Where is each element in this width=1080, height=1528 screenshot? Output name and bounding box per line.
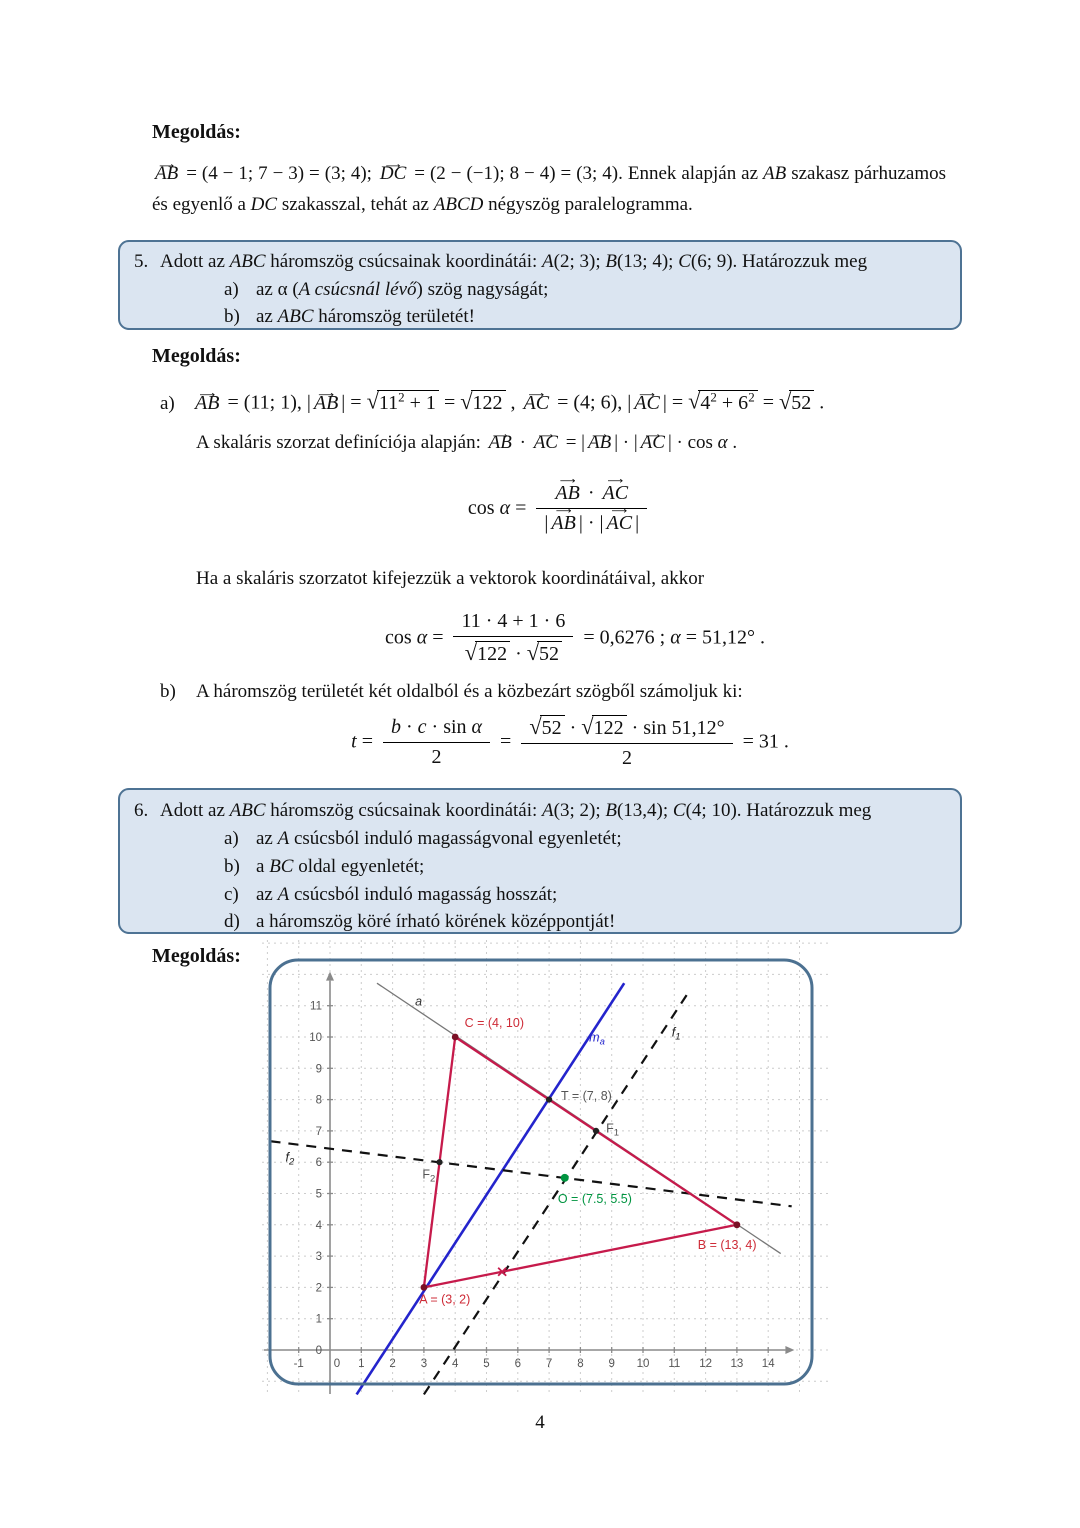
coordinate-figure-svg [262, 940, 828, 1396]
page-number: 4 [535, 1412, 545, 1433]
solution4-heading: Megoldás: [152, 121, 241, 143]
solution5-a-formula: ⟶ AB = (11; 1), | ⟶ AB | = $√11^2 + 1 = √122$ , ⟶ AC = (4; 6), | ⟶ AC | = $√4^2 + 6^2 = √52$ . [192, 372, 824, 418]
problem5-item-a-label: a) [224, 279, 239, 300]
label-f2: $f_2$ [285, 1150, 295, 1168]
label-o7555: O = (7.5, 5.5) [557, 1191, 632, 1206]
solution5-cos-definition-formula: cos α = ⟶ $\frac{AB \cdot ⟶ AC}{| ⟶ AB | \cdot | ⟶ AC |}$ [150, 470, 970, 537]
problem5-item-b-text: az ABC háromszög területét! [256, 306, 475, 327]
solution5-a-label: a) [160, 393, 175, 414]
problem6-item-a-text: az A csúcsból induló magasságvonal egyenletét; [256, 828, 622, 849]
svg-text:8: 8 [315, 1094, 322, 1107]
svg-text:2: 2 [315, 1282, 322, 1295]
svg-text:8: 8 [577, 1358, 584, 1370]
problem6-intro: Adott az ABC háromszög csúcsainak koordinátái: A(3; 2); B(13,4); C(4; 10). Határozzuk meg [160, 800, 872, 821]
svg-text:5: 5 [483, 1358, 490, 1370]
svg-text:1: 1 [358, 1358, 365, 1370]
svg-text:13: 13 [730, 1358, 744, 1370]
svg-text:5: 5 [315, 1188, 322, 1201]
figure-rounded-border [270, 960, 812, 1384]
point-F2 [436, 1159, 442, 1165]
problem6-item-a-label: a) [224, 828, 239, 849]
problem5-item-b-label: b) [224, 306, 240, 327]
solution5-area-formula: t = $\frac{\text{b · c · sin α}}{2}$ = $\frac{√52 \cdot √122 \cdot \sin 51,12^\circ}{2}$ = 31 . [351, 714, 789, 769]
solution5-b-label: b) [160, 681, 176, 702]
problem6-item-c-label: c) [224, 884, 239, 905]
point-A [421, 1284, 428, 1291]
svg-text:6: 6 [514, 1358, 522, 1370]
label-ma: $m_a$ [589, 1030, 605, 1048]
problem6-item-d-label: d) [224, 911, 240, 932]
problem6-item-b-text: a BC oldal egyenletét; [256, 856, 425, 877]
point-B [734, 1221, 741, 1228]
problem5-box [118, 240, 962, 330]
svg-text:0: 0 [315, 1345, 322, 1357]
altitude-ma [357, 983, 625, 1394]
svg-text:11: 11 [668, 1358, 681, 1370]
svg-text:3: 3 [315, 1251, 322, 1264]
solution5-b-text: A háromszög területét két oldalból és a közbezárt szögből számoljuk ki: [196, 681, 743, 702]
label-a: a [415, 994, 423, 1009]
svg-text:14: 14 [761, 1358, 775, 1370]
problem6-number: 6. [134, 800, 149, 821]
svg-text:4: 4 [451, 1358, 459, 1370]
svg-text:3: 3 [420, 1358, 428, 1370]
svg-text:11: 11 [310, 1000, 322, 1013]
problem5-intro: Adott az ABC háromszög csúcsainak koordinátái: A(2; 3); B(13; 4); C(6; 9). Határozzuk meg [160, 251, 868, 272]
svg-text:0: 0 [333, 1358, 341, 1370]
label-f1: $F_1$ [606, 1121, 620, 1139]
problem5-item-a-text: az α (A csúcsnál lévő) szög nagyságát; [256, 279, 549, 300]
problem6-box [118, 788, 962, 934]
label-b134: B = (13, 4) [697, 1238, 757, 1253]
bisector-f2 [271, 1141, 792, 1206]
solution4-paragraph: ⟶ AB = (4 − 1; 7 − 3) = (3; 4); ⟶ DC = (2 − (−1); 8 − 4) = (3; 4). Ennek alapján az AB szakasz párhuzamos és egyenlő a DC szakasszal, tehát az ABCD négyszög paralelogramma. [152, 158, 946, 220]
point-T [546, 1097, 552, 1103]
svg-text:7: 7 [315, 1125, 322, 1138]
svg-text:9: 9 [315, 1063, 322, 1076]
svg-text:2: 2 [389, 1358, 396, 1370]
problem6-item-d-text: a háromszög köré írható körének középpontját! [256, 911, 616, 932]
coordinate-figure [262, 940, 828, 1396]
label-f2: $F_2$ [422, 1167, 436, 1185]
solution5-cos-value-formula: cos α = $\frac{11 \cdot 4 + 1 \cdot 6}{√122 \cdot √52}$ = 0,6276 ; α = 51,12° . [385, 610, 765, 665]
svg-text:10: 10 [309, 1032, 322, 1044]
label-c410: C = (4, 10) [464, 1015, 524, 1030]
svg-text:10: 10 [636, 1358, 650, 1370]
point-F1 [593, 1128, 599, 1134]
point-O [561, 1174, 569, 1182]
svg-text:7: 7 [545, 1358, 553, 1370]
svg-text:4: 4 [315, 1219, 322, 1232]
figure-grid [262, 940, 828, 1396]
svg-text:12: 12 [699, 1358, 712, 1370]
problem6-item-b-label: b) [224, 856, 240, 877]
label-a32: A = (3, 2) [419, 1292, 471, 1307]
point-C [452, 1034, 459, 1041]
solution6-heading: Megoldás: [152, 945, 241, 967]
problem5-number: 5. [134, 251, 149, 272]
label-t78: T = (7, 8) [560, 1089, 612, 1104]
svg-text:1: 1 [315, 1313, 322, 1326]
solution5-scalar-product-line: A skaláris szorzat definíciója alapján: ⟶ AB · ⟶ AC = | ⟶ AB | · | ⟶ AC | · cos α . [196, 418, 737, 458]
svg-text:-1: -1 [293, 1358, 304, 1370]
figure-lines [271, 983, 792, 1394]
figure-point-labels [286, 995, 757, 1307]
figure-axes [264, 972, 794, 1394]
svg-text:6: 6 [315, 1157, 322, 1170]
problem6-item-c-text: az A csúcsból induló magasság hosszát; [256, 884, 558, 905]
label-f1: $f_1$ [671, 1025, 681, 1043]
solution5-heading: Megoldás: [152, 345, 241, 367]
solution5-coordinates-line: Ha a skaláris szorzatot kifejezzük a vektorok koordinátáival, akkor [196, 568, 705, 589]
svg-text:9: 9 [608, 1358, 615, 1370]
